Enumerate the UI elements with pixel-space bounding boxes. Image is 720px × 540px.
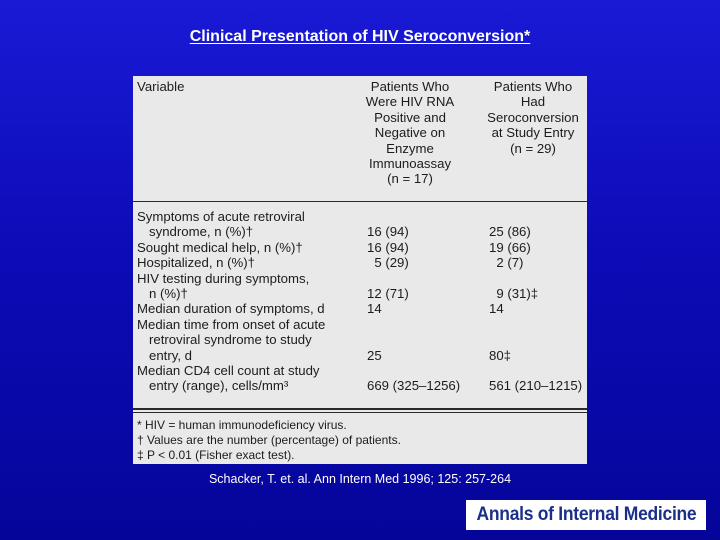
header-col-b-line: at Study Entry bbox=[491, 125, 575, 141]
table-row bbox=[133, 286, 587, 301]
table-row bbox=[133, 363, 587, 378]
header-col-a-line: Immunoassay bbox=[368, 156, 452, 172]
row-variable: syndrome, n (%)† bbox=[149, 224, 254, 240]
journal-logo-text: Annals of Internal Medicine bbox=[476, 504, 696, 525]
row-value-col-b: 2 (7) bbox=[489, 255, 524, 271]
table-row bbox=[133, 332, 587, 347]
row-variable: Sought medical help, n (%)† bbox=[137, 239, 303, 255]
row-value-col-a: 12 (71) bbox=[367, 286, 409, 301]
header-col-a-line: Enzyme bbox=[386, 140, 434, 156]
table-row bbox=[133, 317, 587, 332]
table-row bbox=[133, 240, 587, 255]
header-rule bbox=[133, 201, 587, 202]
table-row bbox=[133, 348, 587, 363]
header-col-a bbox=[355, 79, 465, 187]
row-value-col-a: 16 (94) bbox=[367, 239, 409, 255]
row-value-col-b: 14 bbox=[489, 301, 504, 317]
row-value-col-b: 25 (86) bbox=[489, 224, 531, 240]
row-value-col-a: 25 bbox=[367, 347, 382, 363]
row-variable: n (%)† bbox=[149, 286, 188, 301]
slide-title: Clinical Presentation of HIV Seroconversion* bbox=[189, 28, 531, 45]
row-value-col-a: 16 (94) bbox=[367, 224, 409, 240]
table-row bbox=[133, 255, 587, 270]
row-value-col-b: 561 (210–1215) bbox=[489, 378, 583, 394]
header-col-a-line: Positive and bbox=[374, 109, 446, 125]
header-col-a-line: Patients Who bbox=[370, 79, 450, 94]
header-col-b-line: (n = 29) bbox=[510, 140, 556, 156]
row-variable: Median duration of symptoms, d bbox=[137, 301, 325, 317]
row-variable: entry, d bbox=[149, 347, 193, 363]
table-row bbox=[133, 224, 587, 239]
footnote: † Values are the number (percentage) of patients. bbox=[137, 433, 401, 447]
results-table bbox=[133, 76, 587, 464]
header-variable: Variable bbox=[137, 79, 185, 94]
table-row bbox=[133, 209, 587, 224]
header-col-a-line: (n = 17) bbox=[387, 171, 433, 187]
header-col-b bbox=[479, 79, 587, 156]
row-value-col-a: 5 (29) bbox=[367, 255, 409, 271]
row-variable: HIV testing during symptoms, bbox=[137, 270, 310, 286]
row-value-col-a: 669 (325–1256) bbox=[367, 378, 461, 394]
bottom-rule-thin bbox=[133, 412, 587, 413]
row-value-col-b: 9 (31)‡ bbox=[489, 286, 539, 301]
row-variable: Median CD4 cell count at study bbox=[137, 363, 320, 378]
row-value-col-b: 80‡ bbox=[489, 347, 512, 363]
citation: Schacker, T. et. al. Ann Intern Med 1996; 125: 257-264 bbox=[208, 472, 512, 486]
table-row bbox=[133, 301, 587, 316]
row-variable: Symptoms of acute retroviral bbox=[137, 209, 305, 224]
row-variable: entry (range), cells/mm³ bbox=[149, 378, 289, 394]
header-col-a-line: Were HIV RNA bbox=[365, 94, 455, 110]
table-row bbox=[133, 378, 587, 393]
table-row bbox=[133, 271, 587, 286]
header-col-b-line: Had bbox=[520, 94, 546, 110]
header-col-b-line: Patients Who bbox=[493, 79, 573, 94]
header-col-a-line: Negative on bbox=[374, 125, 446, 141]
journal-logo bbox=[466, 500, 706, 530]
row-value-col-b: 19 (66) bbox=[489, 239, 531, 255]
row-variable: retroviral syndrome to study bbox=[149, 332, 312, 348]
row-value-col-a: 14 bbox=[367, 301, 382, 317]
footnote: * HIV = human immunodeficiency virus. bbox=[137, 418, 347, 432]
footnote: ‡ P < 0.01 (Fisher exact test). bbox=[137, 448, 295, 462]
header-col-b-line: Seroconversion bbox=[487, 109, 579, 125]
bottom-rule-thick bbox=[133, 408, 587, 410]
row-variable: Median time from onset of acute bbox=[137, 316, 326, 332]
row-variable: Hospitalized, n (%)† bbox=[137, 255, 256, 271]
